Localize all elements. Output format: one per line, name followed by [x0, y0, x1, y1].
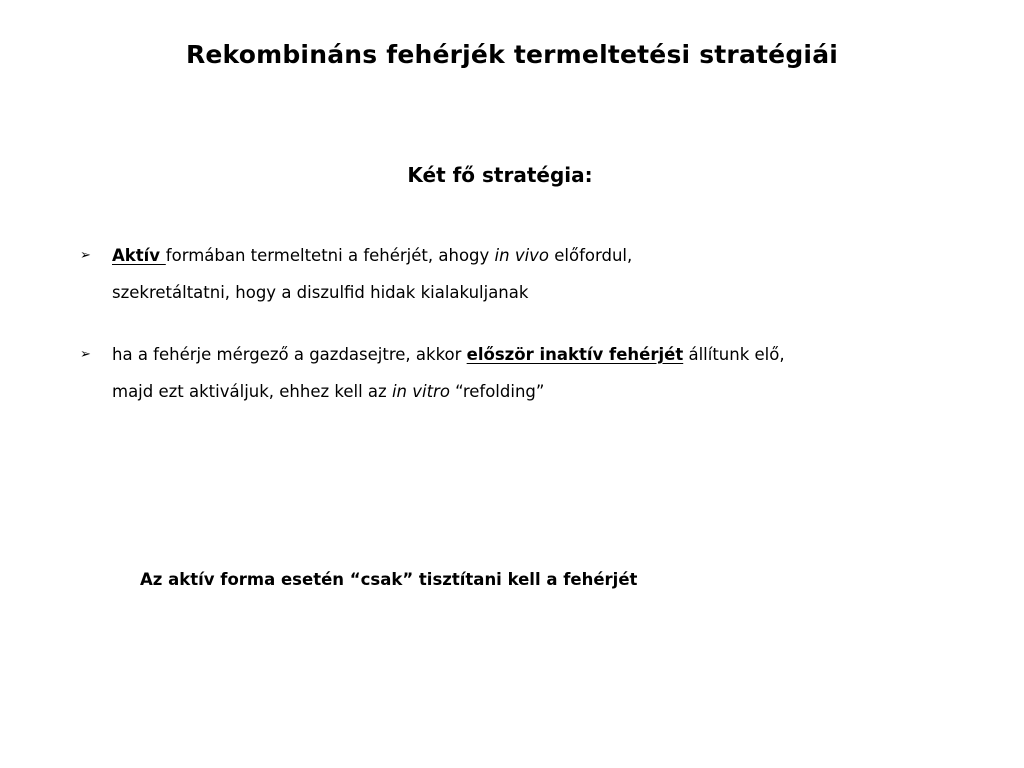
bullet-text-part: ha a fehérje mérgező a gazdasejtre, akkor — [112, 345, 467, 364]
bullet-text-part: állítunk elő, — [683, 345, 785, 364]
arrow-bullet-icon: ➢ — [80, 347, 91, 362]
bullet-emphasis: először inaktív fehérjét — [466, 345, 684, 364]
bullet-text-line2: szekretáltatni, hogy a diszulfid hidak kialakuljanak — [112, 283, 529, 302]
bullet-item-active — [80, 237, 980, 311]
bullet-text — [112, 336, 980, 410]
bullet-italic-term: in vivo — [494, 246, 550, 265]
bullet-lead-active: Aktív — [112, 246, 166, 265]
bullet-text-part: majd ezt aktiváljuk, ehhez kell az — [112, 382, 392, 401]
bullet-text — [112, 237, 980, 311]
bullet-italic-term: in vitro — [391, 382, 450, 401]
slide-title: Rekombináns fehérjék termeltetési stratégiái — [185, 40, 839, 69]
bullet-text-part: előfordul, — [549, 246, 633, 265]
bullet-text-part: “refolding” — [449, 382, 545, 401]
conclusion-text: Az aktív forma esetén “csak” tisztítani kell a fehérjét — [140, 570, 638, 589]
bullet-item-inactive — [80, 336, 980, 410]
bullet-text-part: formában termeltetni a fehérjét, ahogy — [165, 246, 495, 265]
slide-subtitle: Két fő stratégia: — [407, 163, 593, 187]
arrow-bullet-icon: ➢ — [80, 248, 91, 263]
